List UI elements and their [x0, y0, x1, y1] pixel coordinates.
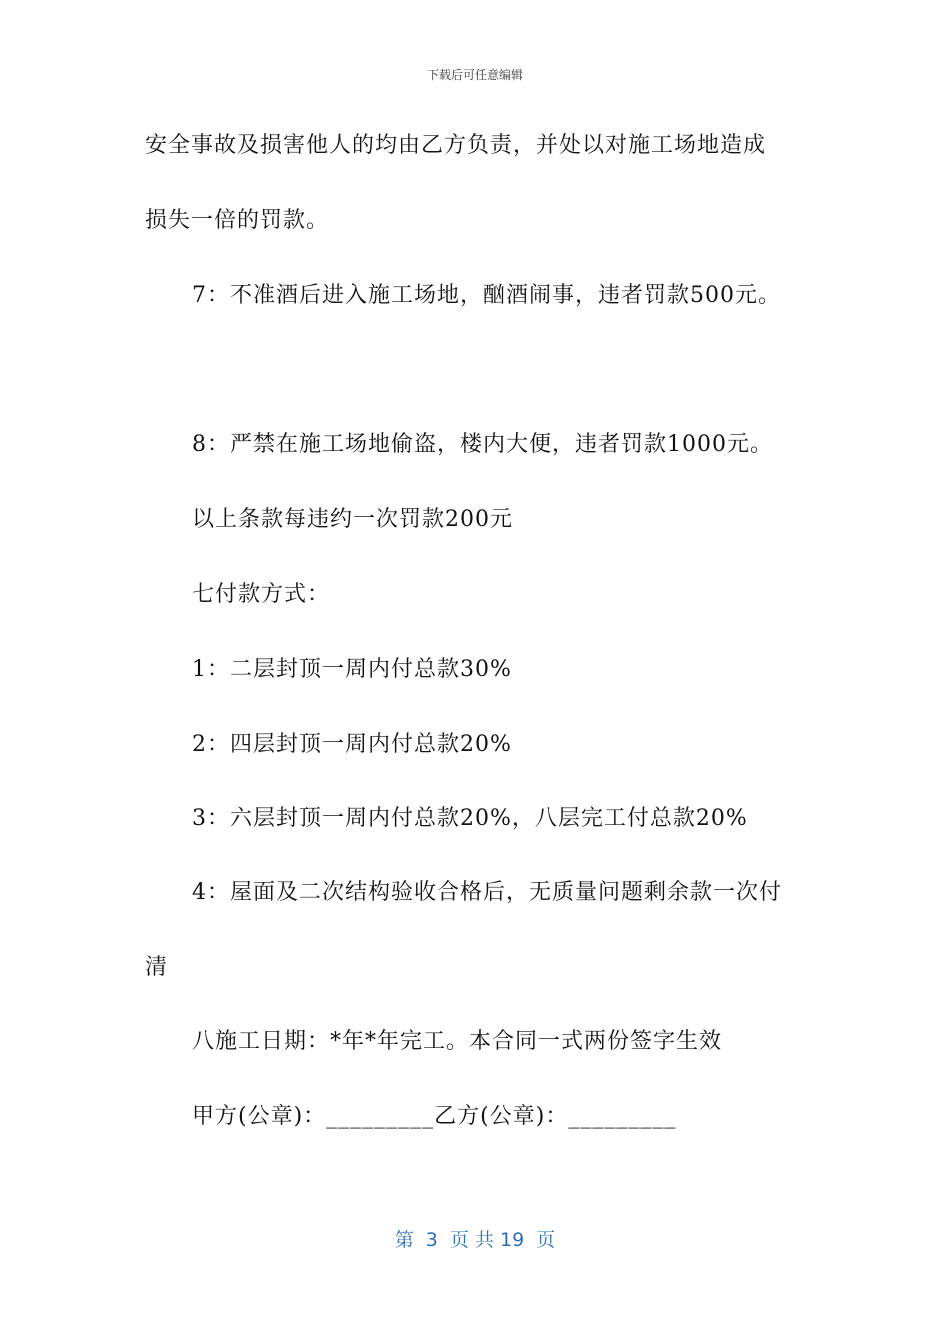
section-schedule: 八施工日期：*年*年完工。本合同一式两份签字生效: [192, 1029, 723, 1054]
penalty-summary: 以上条款每违约一次罚款200元: [192, 507, 513, 532]
signature-line: 甲方(公章)：_________乙方(公章)：_________: [192, 1104, 677, 1129]
body-line-2: 损失一倍的罚款。: [145, 208, 330, 233]
page-footer: 第 3 页 共 19 页: [394, 1229, 556, 1251]
payment-item-3: 3：六层封顶一周内付总款20%，八层完工付总款20%: [192, 806, 748, 831]
payment-item-1: 1：二层封顶一周内付总款30%: [192, 657, 512, 682]
clause-8: 8：严禁在施工场地偷盗，楼内大便，违者罚款1000元。: [192, 432, 773, 457]
body-line-1: 安全事故及损害他人的均由乙方负责，并处以对施工场地造成: [145, 133, 767, 158]
payment-item-4-continued: 清: [145, 955, 169, 980]
page-header: 下载后可任意编辑: [426, 68, 523, 82]
clause-7: 7：不准酒后进入施工场地，酗酒闹事，违者罚款500元。: [192, 283, 781, 308]
payment-item-2: 2：四层封顶一周内付总款20%: [192, 732, 512, 757]
payment-item-4: 4：屋面及二次结构验收合格后，无质量问题剩余款一次付: [192, 880, 782, 905]
section-payment-heading: 七付款方式：: [192, 582, 331, 607]
